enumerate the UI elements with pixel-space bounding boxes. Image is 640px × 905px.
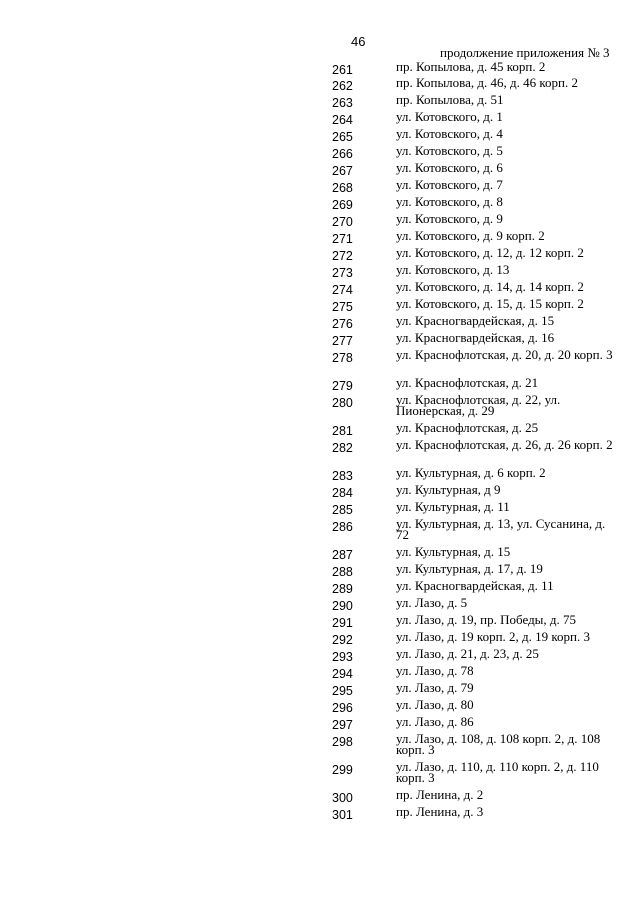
row-number: 278	[332, 351, 353, 365]
row-number: 277	[332, 334, 353, 348]
row-number: 289	[332, 582, 353, 596]
row-number: 268	[332, 181, 353, 195]
row-number: 285	[332, 503, 353, 517]
row-address: ул. Лазо, д. 110, д. 110 корп. 2, д. 110 корп. 3	[396, 759, 599, 785]
row-number: 280	[332, 396, 353, 410]
row-number: 292	[332, 633, 353, 647]
row-number: 266	[332, 147, 353, 161]
row-address: ул. Котовского, д. 1	[396, 109, 503, 124]
row-address: ул. Лазо, д. 79	[396, 680, 474, 695]
row-address: ул. Лазо, д. 80	[396, 697, 474, 712]
row-number: 284	[332, 486, 353, 500]
row-number: 300	[332, 791, 353, 805]
row-address: ул. Культурная, д. 6 корп. 2	[396, 465, 546, 480]
row-number: 291	[332, 616, 353, 630]
row-address: ул. Котовского, д. 13	[396, 262, 510, 277]
row-address: ул. Краснофлотская, д. 26, д. 26 корп. 2	[396, 437, 613, 452]
row-address: ул. Котовского, д. 8	[396, 194, 503, 209]
row-number: 269	[332, 198, 353, 212]
row-address: пр. Ленина, д. 2	[396, 787, 484, 802]
row-address: ул. Красногвардейская, д. 16	[396, 330, 555, 345]
row-number: 261	[332, 63, 353, 77]
row-number: 271	[332, 232, 353, 246]
row-number: 295	[332, 684, 353, 698]
row-address: ул. Котовского, д. 9	[396, 211, 503, 226]
row-number: 272	[332, 249, 353, 263]
row-number: 288	[332, 565, 353, 579]
row-address: ул. Лазо, д. 86	[396, 714, 474, 729]
row-address: пр. Копылова, д. 46, д. 46 корп. 2	[396, 75, 578, 90]
row-number: 294	[332, 667, 353, 681]
row-number: 275	[332, 300, 353, 314]
row-number: 290	[332, 599, 353, 613]
row-address: ул. Краснофлотская, д. 20, д. 20 корп. 3	[396, 347, 613, 362]
row-address: пр. Ленина, д. 3	[396, 804, 484, 819]
row-address: ул. Лазо, д. 19, пр. Победы, д. 75	[396, 612, 577, 627]
row-number: 286	[332, 520, 353, 534]
row-address: ул. Котовского, д. 6	[396, 160, 503, 175]
row-number: 282	[332, 441, 353, 455]
row-address: ул. Лазо, д. 78	[396, 663, 474, 678]
row-number: 276	[332, 317, 353, 331]
row-address: пр. Копылова, д. 45 корп. 2	[396, 59, 546, 74]
row-address: ул. Лазо, д. 5	[396, 595, 468, 610]
row-address: ул. Лазо, д. 108, д. 108 корп. 2, д. 108 корп. 3	[396, 731, 601, 757]
row-address: ул. Котовского, д. 7	[396, 177, 503, 192]
row-number: 297	[332, 718, 353, 732]
row-number: 264	[332, 113, 353, 127]
row-address: пр. Копылова, д. 51	[396, 92, 504, 107]
page-number: 46	[351, 34, 366, 49]
row-address: ул. Красногвардейская, д. 11	[396, 578, 554, 593]
row-number: 298	[332, 735, 353, 749]
row-address: ул. Котовского, д. 14, д. 14 корп. 2	[396, 279, 584, 294]
row-number: 279	[332, 379, 353, 393]
row-address: ул. Краснофлотская, д. 22, ул. Пионерская, д. 29	[396, 392, 561, 418]
row-number: 283	[332, 469, 353, 483]
row-address: ул. Культурная, д 9	[396, 482, 501, 497]
row-address: ул. Котовского, д. 12, д. 12 корп. 2	[396, 245, 584, 260]
row-address: ул. Культурная, д. 11	[396, 499, 510, 514]
row-address: ул. Культурная, д. 13, ул. Сусанина, д. 72	[396, 516, 606, 542]
row-address: ул. Лазо, д. 21, д. 23, д. 25	[396, 646, 539, 661]
row-address: ул. Котовского, д. 9 корп. 2	[396, 228, 545, 243]
row-address: ул. Культурная, д. 15	[396, 544, 511, 559]
row-number: 270	[332, 215, 353, 229]
row-number: 267	[332, 164, 353, 178]
row-address: ул. Котовского, д. 4	[396, 126, 503, 141]
appendix-continuation-note: продолжение приложения № 3	[440, 45, 610, 60]
row-address: ул. Краснофлотская, д. 21	[396, 375, 539, 390]
row-number: 293	[332, 650, 353, 664]
row-address: ул. Красногвардейская, д. 15	[396, 313, 555, 328]
row-address: ул. Лазо, д. 19 корп. 2, д. 19 корп. 3	[396, 629, 591, 644]
row-number: 262	[332, 79, 353, 93]
row-address: ул. Котовского, д. 5	[396, 143, 503, 158]
row-number: 263	[332, 96, 353, 110]
row-number: 274	[332, 283, 353, 297]
row-number: 296	[332, 701, 353, 715]
row-number: 281	[332, 424, 353, 438]
row-address: ул. Культурная, д. 17, д. 19	[396, 561, 543, 576]
row-number: 301	[332, 808, 353, 822]
row-address: ул. Краснофлотская, д. 25	[396, 420, 539, 435]
row-number: 265	[332, 130, 353, 144]
row-address: ул. Котовского, д. 15, д. 15 корп. 2	[396, 296, 584, 311]
row-number: 273	[332, 266, 353, 280]
row-number: 299	[332, 763, 353, 777]
row-number: 287	[332, 548, 353, 562]
